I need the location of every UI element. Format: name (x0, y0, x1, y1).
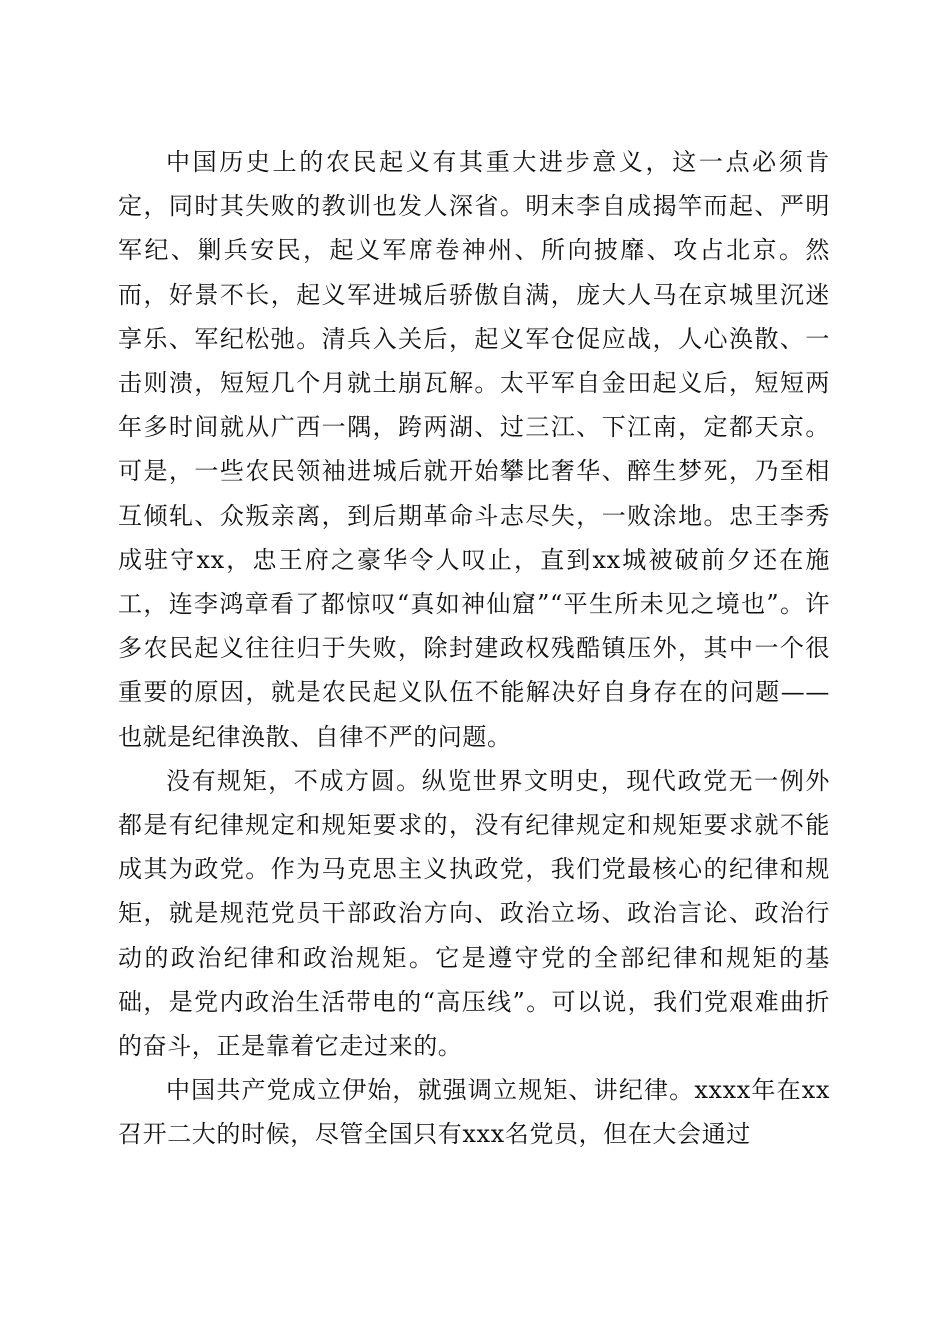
paragraph-rules-and-discipline: 没有规矩，不成方圆。纵览世界文明史，现代政党无一例外都是有纪律规定和规矩要求的，没有纪律规定和规矩要求就不能成其为政党。作为马克思主义执政党，我们党最核心的纪律和规矩，就是规范党员干部政治方向、政治立场、政治言论、政治行动的政治纪律和政治规矩。它是遵守党的全部纪律和规矩的基础，是党内政治生活带电的“高压线”。可以说，我们党艰难曲折的奋斗，正是靠着它走过来的。 (118, 766, 830, 1061)
paragraph-peasant-uprisings: 中国历史上的农民起义有其重大进步意义，这一点必须肯定，同时其失败的教训也发人深省。明末李自成揭竿而起、严明军纪、剿兵安民，起义军席卷神州、所向披靡、攻占北京。然而，好景不长，起义军进城后骄傲自满，庞大人马在京城里沉迷享乐、军纪松弛。清兵入关后，起义军仓促应战，人心涣散、一击则溃，短短几个月就土崩瓦解。太平军自金田起义后，短短两年多时间就从广西一隅，跨两湖、过三江、下江南，定都天京。可是，一些农民领袖进城后就开始攀比奢华、醉生梦死，乃至相互倾轧、众叛亲离，到后期革命斗志尽失，一败涂地。忠王李秀成驻守xx，忠王府之豪华令人叹止，直到xx城被破前夕还在施工，连李鸿章看了都惊叹“真如神仙窟”“平生所未见之境也”。许多农民起义往往归于失败，除封建政权残酷镇压外，其中一个很重要的原因，就是农民起义队伍不能解决好自身存在的问题——也就是纪律涣散、自律不严的问题。 (118, 148, 830, 751)
paragraph-party-founding: 中国共产党成立伊始，就强调立规矩、讲纪律。xxxx年在xx召开二大的时候，尽管全国只有xxx名党员，但在大会通过 (118, 1076, 830, 1149)
document-body (118, 140, 830, 1157)
